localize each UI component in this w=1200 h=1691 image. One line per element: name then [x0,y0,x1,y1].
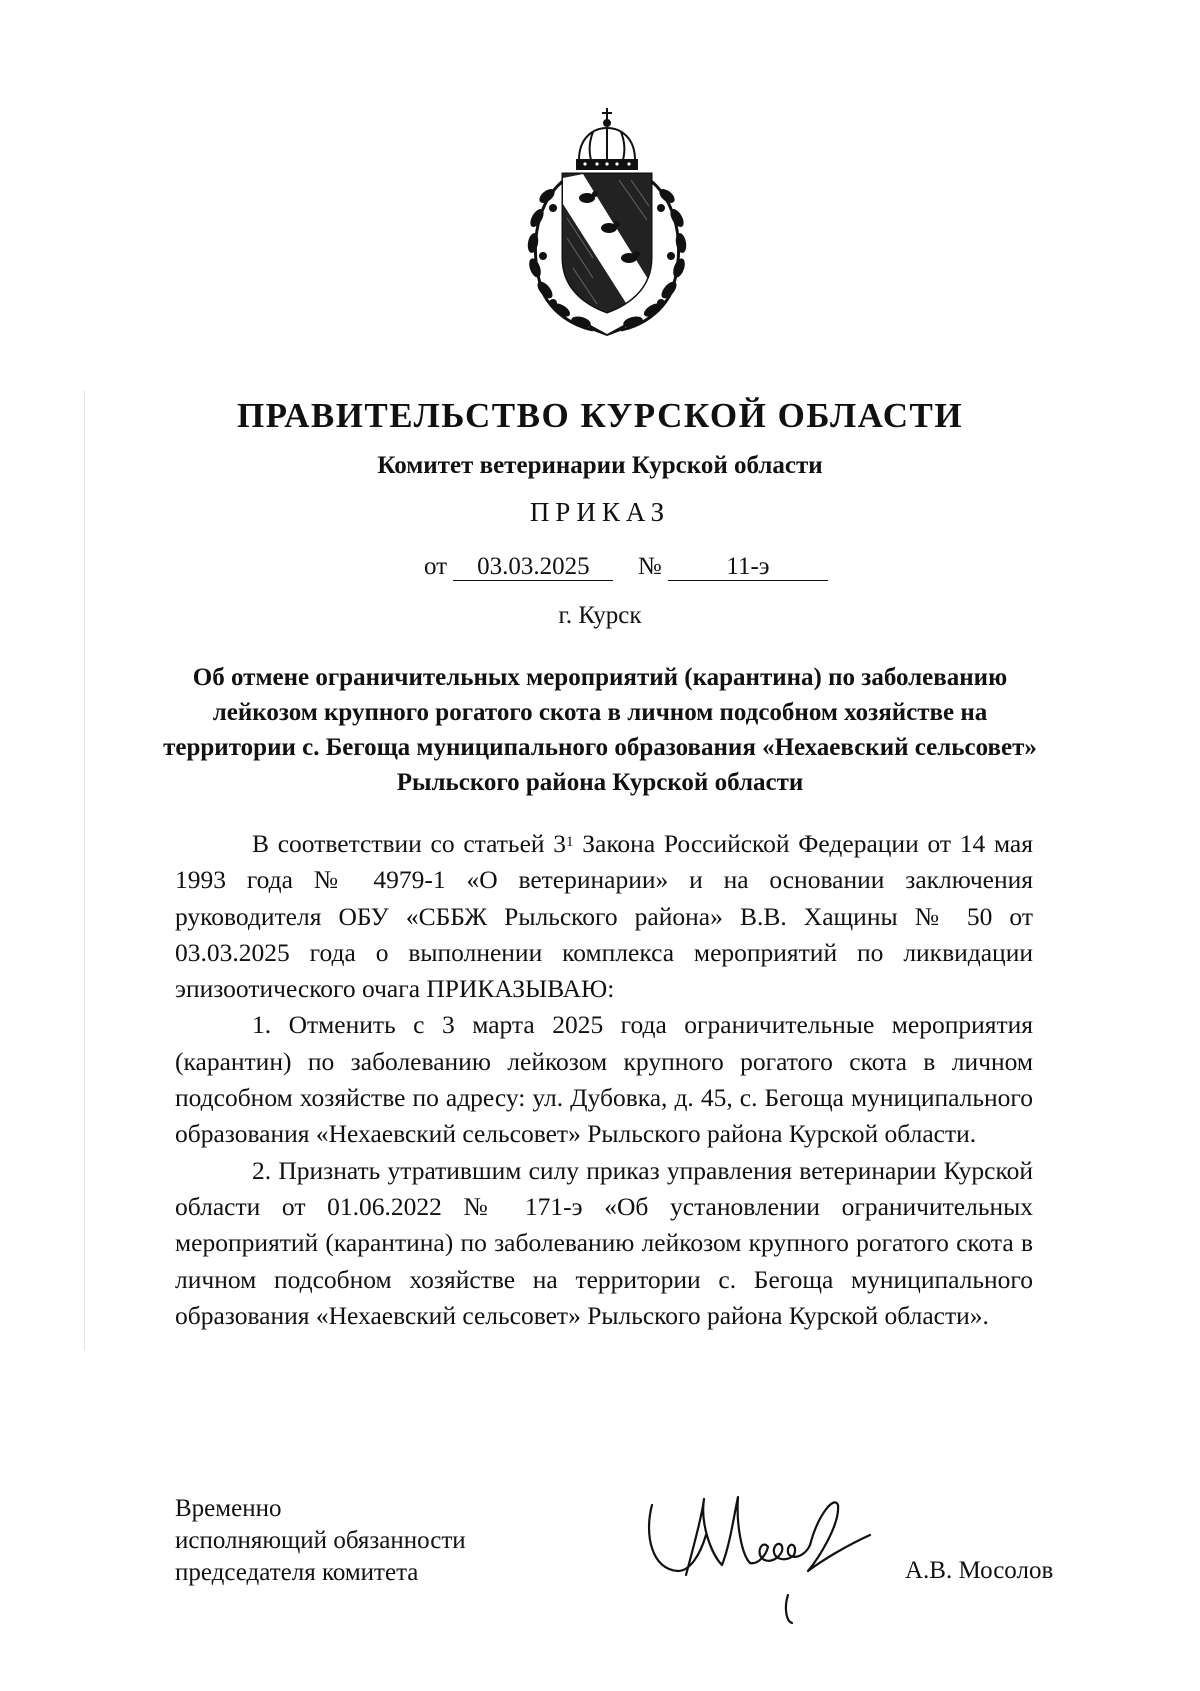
city: г. Курск [558,602,642,629]
order-item-2: 2. Признать утратившим силу приказ управления ветеринарии Курской области от 01.06.2022 № 171-э «Об установлении ограничительных мероприятий (карантина) по заболеванию лейкозом крупного рогатого скота в личном подсобном хозяйстве на территории с. Бегоща муниципального образования «Нехаевский сельсовет» Рыльского района Курской области». [175,1155,1033,1330]
signer-position-line3: председателя комитета [175,1559,419,1586]
number-prefix: № [637,553,662,580]
order-item-1: 1. Отменить с 3 марта 2025 года ограничительные мероприятия (карантин) по заболеванию лейкозом крупного рогатого скота в личном подсобном хозяйстве по адресу: ул. Дубовка, д. 45, с. Бегоща муниципального образования «Нехаевский сельсовет» Рыльского района Курской области. [175,1010,1033,1149]
intro-paragraph [175,826,1033,1007]
signer-position [175,1493,466,1589]
order-date-number [424,553,828,581]
order-date: 03.03.2025 [453,553,613,581]
handwritten-signature-icon [638,1475,898,1625]
document-body [175,826,1033,1334]
intro-text-part1: В соответствии со статьей 3 [252,829,567,858]
article-superscript: 1 [566,834,574,850]
date-prefix: от [424,553,448,580]
scan-margin-line [84,390,85,1350]
signer-position-line2: исполняющий обязанности [175,1527,466,1554]
document-subject: Об отмене ограничительных мероприятий (карантина) по заболеванию лейкозом крупного рогатого скота в личном подсобном хозяйстве на территории с. Бегоща муниципального образования «Нехаевский сельсовет» Рыльского района Курской области [163,664,1037,796]
committee-name: Комитет ветеринарии Курской области [377,452,823,479]
coat-of-arms-icon [523,108,691,336]
intro-text-part2: Закона Российской Федерации от 14 мая 1993 года № 4979-1 «О ветеринарии» и на основании заключения руководителя ОБУ «СББЖ Рыльского района» В.В. Хащины № 50 от 03.03.2025 года о выполнении комплекса мероприятий по ликвидации эпизоотического очага ПРИКАЗЫВАЮ: [175,829,1033,1004]
order-number: 11-э [668,553,828,581]
government-title: ПРАВИТЕЛЬСТВО КУРСКОЙ ОБЛАСТИ [236,396,964,435]
signer-position-line1: Временно [175,1495,282,1522]
signer-name: А.В. Мосолов [905,1557,1054,1584]
document-type: ПРИКАЗ [529,497,671,527]
